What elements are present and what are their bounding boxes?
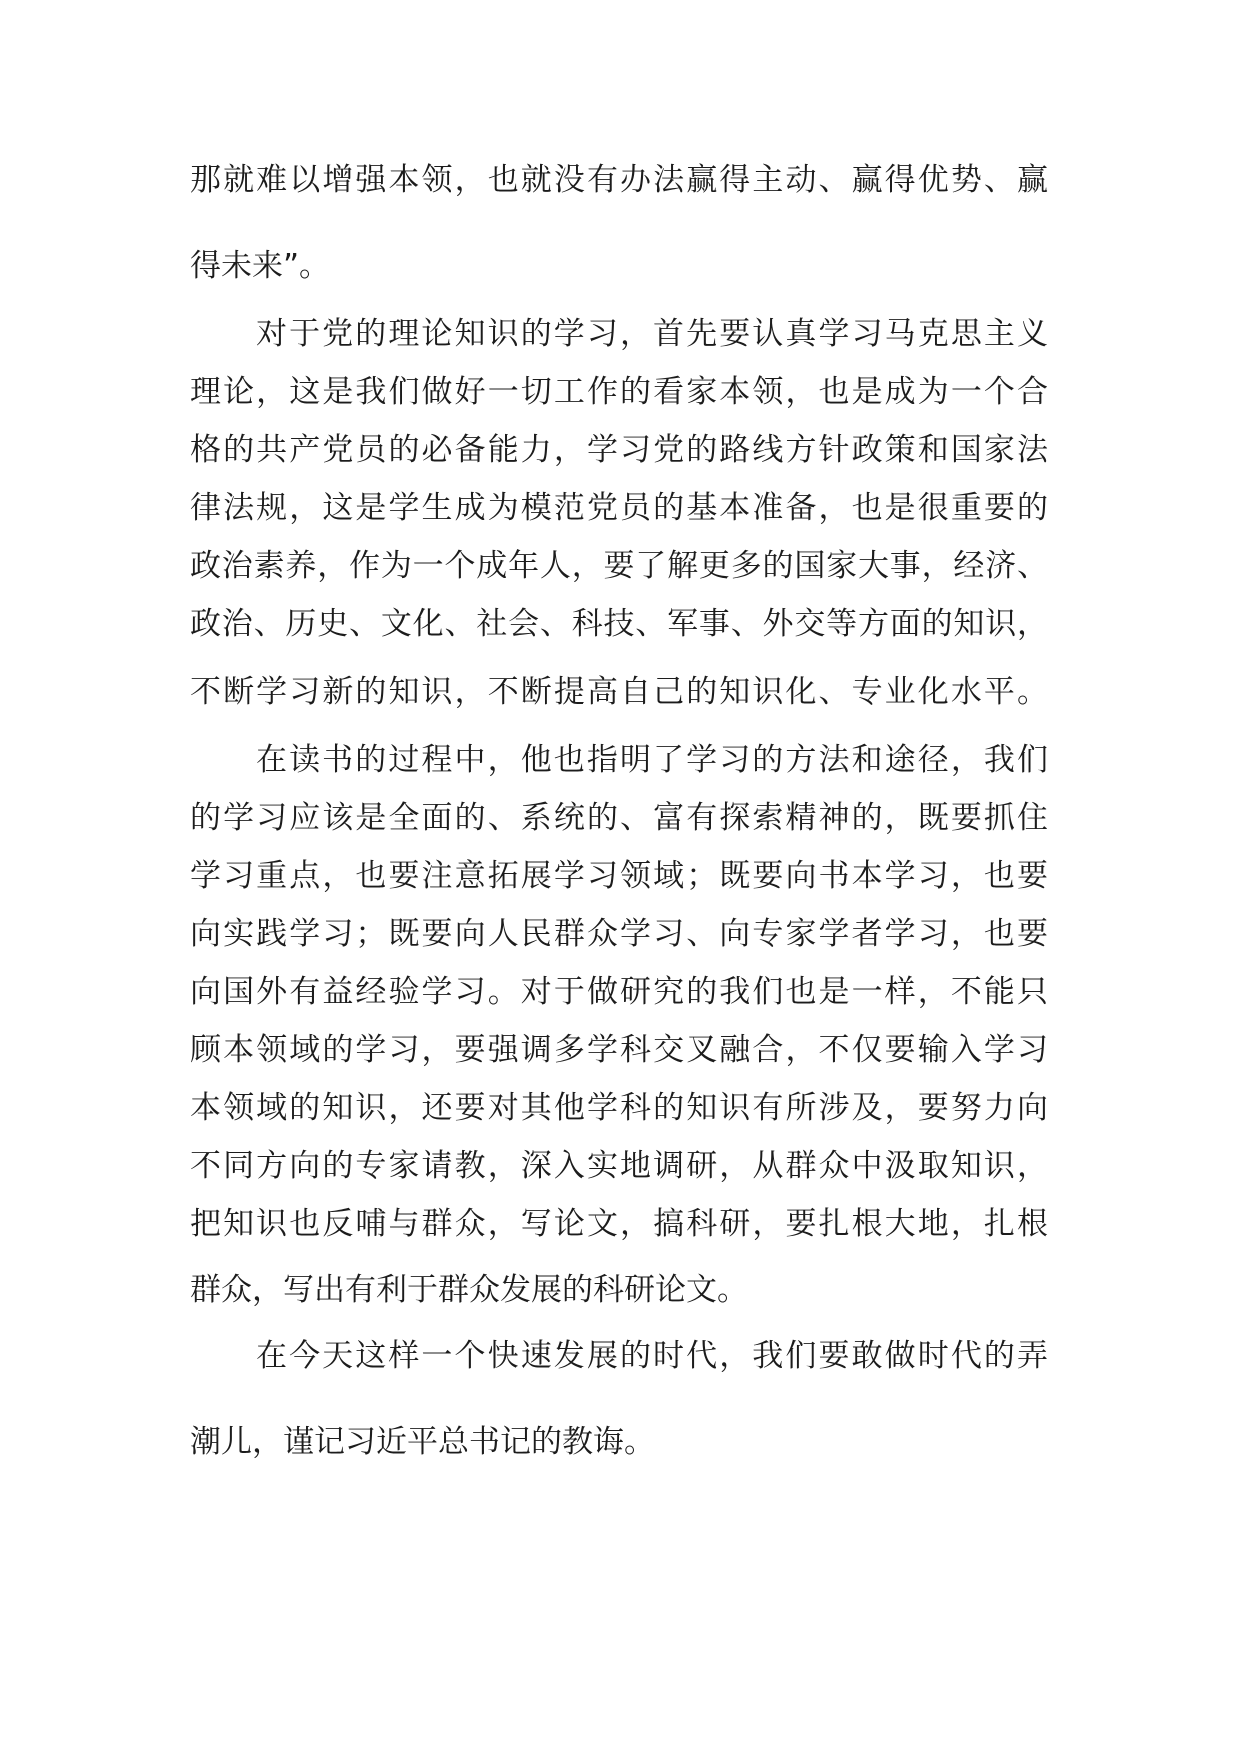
- text-line-18: 把知识也反哺与群众，写论文，搞科研，要扎根大地，扎根: [190, 1206, 1048, 1242]
- text-line-11: 的学习应该是全面的、系统的、富有探索精神的，既要抓住: [190, 800, 1048, 836]
- text-line-16: 本领域的知识，还要对其他学科的知识有所涉及，要努力向: [190, 1090, 1048, 1126]
- text-line-8: 政治、历史、文化、社会、科技、军事、外交等方面的知识，: [190, 606, 1048, 642]
- text-line-21: 潮儿，谨记习近平总书记的教诲。: [190, 1424, 655, 1460]
- text-line-5: 格的共产党员的必备能力，学习党的路线方针政策和国家法: [190, 432, 1048, 468]
- text-line-2: 得未来”。: [190, 248, 331, 284]
- text-line-9: 不断学习新的知识，不断提高自己的知识化、专业化水平。: [190, 674, 1048, 710]
- text-line-10: 在读书的过程中，他也指明了学习的方法和途径，我们: [256, 742, 1048, 778]
- text-line-1: 那就难以增强本领，也就没有办法赢得主动、赢得优势、赢: [190, 162, 1048, 198]
- text-line-20: 在今天这样一个快速发展的时代，我们要敢做时代的弄: [256, 1338, 1048, 1374]
- text-line-7: 政治素养，作为一个成年人，要了解更多的国家大事，经济、: [190, 548, 1048, 584]
- text-line-4: 理论，这是我们做好一切工作的看家本领，也是成为一个合: [190, 374, 1048, 410]
- text-line-12: 学习重点，也要注意拓展学习领域；既要向书本学习，也要: [190, 858, 1048, 894]
- text-line-19: 群众，写出有利于群众发展的科研论文。: [190, 1272, 748, 1308]
- text-line-6: 律法规，这是学生成为模范党员的基本准备，也是很重要的: [190, 490, 1048, 526]
- text-line-3: 对于党的理论知识的学习，首先要认真学习马克思主义: [256, 316, 1048, 352]
- text-line-17: 不同方向的专家请教，深入实地调研，从群众中汲取知识，: [190, 1148, 1048, 1184]
- text-line-14: 向国外有益经验学习。对于做研究的我们也是一样，不能只: [190, 974, 1048, 1010]
- text-line-13: 向实践学习；既要向人民群众学习、向专家学者学习，也要: [190, 916, 1048, 952]
- text-line-15: 顾本领域的学习，要强调多学科交叉融合，不仅要输入学习: [190, 1032, 1048, 1068]
